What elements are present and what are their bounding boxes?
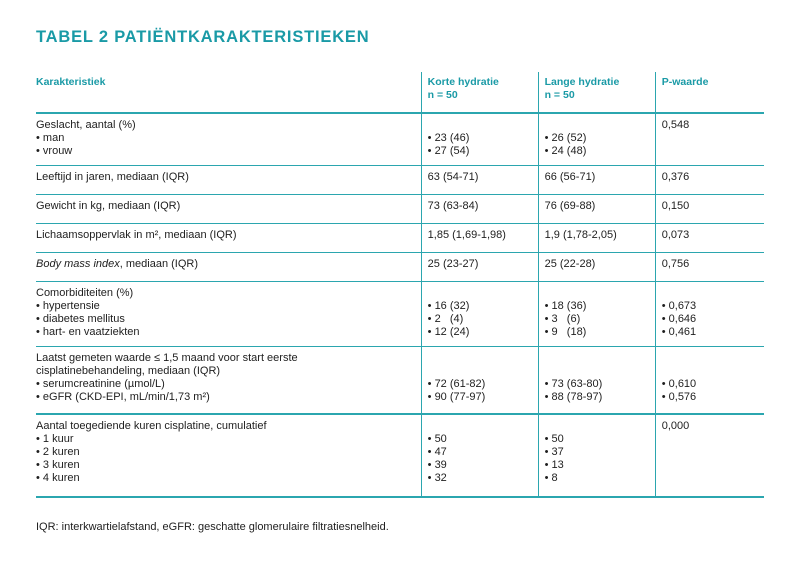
row-item: • 2 kuren: [36, 446, 80, 458]
row-item: • man: [36, 132, 65, 144]
row-item: • eGFR (CKD-EPI, mL/min/1,73 m²): [36, 390, 210, 403]
lange-cell: [538, 346, 655, 414]
lange-value: • 24 (48): [544, 145, 587, 157]
korte-value: • 39: [427, 459, 447, 471]
korte-value: • 47: [427, 446, 447, 458]
lange-value: • 37: [544, 446, 564, 458]
p-cell: [655, 281, 764, 346]
korte-cell: [421, 414, 538, 497]
row-label: Comorbiditeiten (%): [36, 286, 134, 299]
row-label: Gewicht in kg, mediaan (IQR): [36, 194, 421, 223]
table-row: [36, 414, 764, 497]
lange-value: • 8: [544, 472, 558, 484]
row-item: • 1 kuur: [36, 433, 74, 445]
p-value: 0,376: [655, 165, 764, 194]
korte-value: 73 (63-84): [421, 194, 538, 223]
korte-value: • 2 (4): [427, 312, 464, 325]
row-item: • hypertensie: [36, 299, 100, 312]
korte-value: • 27 (54): [427, 145, 470, 157]
row-item: • serumcreatinine (µmol/L): [36, 377, 165, 390]
p-value: 0,150: [655, 194, 764, 223]
lange-value: 76 (69-88): [538, 194, 655, 223]
p-value: • 0,610: [661, 377, 697, 390]
table-row: [36, 346, 764, 414]
header-korte-hydratie: [421, 72, 538, 113]
korte-value: • 50: [427, 433, 447, 445]
table-footnote: IQR: interkwartielafstand, eGFR: geschatte glomerulaire filtratiesnelheid.: [36, 521, 389, 533]
korte-value: • 23 (46): [427, 132, 470, 144]
row-label: Lichaamsoppervlak in m², mediaan (IQR): [36, 223, 421, 252]
korte-cell: [421, 113, 538, 165]
p-value: 0,548: [661, 119, 690, 131]
row-item: • 4 kuren: [36, 472, 80, 484]
lange-cell: [538, 281, 655, 346]
row-label-rest: , mediaan (IQR): [119, 257, 199, 270]
lange-value: • 73 (63-80): [544, 377, 603, 390]
header-lange-hydratie: [538, 72, 655, 113]
table-row: [36, 281, 764, 346]
p-value: 0,756: [655, 252, 764, 281]
header-korte-n: n = 50: [427, 89, 458, 101]
row-label: Leeftijd in jaren, mediaan (IQR): [36, 165, 421, 194]
korte-value: • 16 (32): [427, 299, 470, 312]
lange-value: • 3 (6): [544, 312, 581, 325]
korte-value: 25 (23-27): [421, 252, 538, 281]
lange-value: 25 (22-28): [538, 252, 655, 281]
row-label-cell: [36, 346, 421, 414]
korte-cell: [421, 346, 538, 414]
row-label: Laatst gemeten waarde ≤ 1,5 maand voor start eerste: [36, 351, 298, 364]
p-value: • 0,461: [661, 325, 697, 338]
lange-value: • 26 (52): [544, 132, 587, 144]
row-label-italic: Body mass index: [36, 257, 120, 270]
row-item: • diabetes mellitus: [36, 312, 125, 325]
lange-value: • 50: [544, 433, 564, 445]
header-p-waarde: P-waarde: [655, 72, 764, 113]
lange-value: 66 (56-71): [538, 165, 655, 194]
header-lange-label: Lange hydratie: [544, 76, 620, 88]
korte-value: 63 (54-71): [421, 165, 538, 194]
header-korte-label: Korte hydratie: [427, 76, 499, 88]
lange-value: • 18 (36): [544, 299, 587, 312]
row-item: • vrouw: [36, 145, 73, 157]
lange-cell: [538, 414, 655, 497]
row-item: • hart- en vaatziekten: [36, 325, 140, 338]
korte-value: • 90 (77-97): [427, 390, 486, 403]
lange-cell: [538, 113, 655, 165]
lange-value: 1,9 (1,78-2,05): [538, 223, 655, 252]
table-row: [36, 194, 764, 223]
lange-value: • 9 (18): [544, 325, 587, 338]
korte-value: • 12 (24): [427, 325, 470, 338]
lange-value: • 13: [544, 459, 564, 471]
table-row: [36, 113, 764, 165]
korte-value: 1,85 (1,69-1,98): [421, 223, 538, 252]
p-cell: [655, 113, 764, 165]
table-title: TABEL 2 PATIËNTKARAKTERISTIEKEN: [36, 28, 370, 46]
header-karakteristiek: Karakteristiek: [36, 72, 421, 113]
lange-value: • 88 (78-97): [544, 390, 603, 403]
row-label: [36, 252, 421, 281]
korte-value: • 32: [427, 472, 447, 484]
row-label: Geslacht, aantal (%): [36, 119, 136, 131]
p-cell: [655, 346, 764, 414]
p-cell: [655, 414, 764, 497]
row-item: • 3 kuren: [36, 459, 80, 471]
row-label: Aantal toegediende kuren cisplatine, cumulatief: [36, 420, 267, 432]
table-row: [36, 223, 764, 252]
table-row: [36, 252, 764, 281]
row-label: cisplatinebehandeling, mediaan (IQR): [36, 364, 221, 377]
p-value: • 0,576: [661, 390, 697, 403]
header-lange-n: n = 50: [544, 89, 575, 101]
p-value: • 0,646: [661, 312, 697, 325]
table-header-row: [36, 72, 764, 113]
row-label-cell: [36, 281, 421, 346]
korte-cell: [421, 281, 538, 346]
korte-value: • 72 (61-82): [427, 377, 486, 390]
p-value: 0,000: [661, 420, 690, 432]
p-value: 0,073: [655, 223, 764, 252]
p-value: • 0,673: [661, 299, 697, 312]
table-row: [36, 165, 764, 194]
row-label-cell: [36, 414, 421, 497]
row-label-cell: [36, 113, 421, 165]
patient-characteristics-table: [36, 72, 764, 498]
